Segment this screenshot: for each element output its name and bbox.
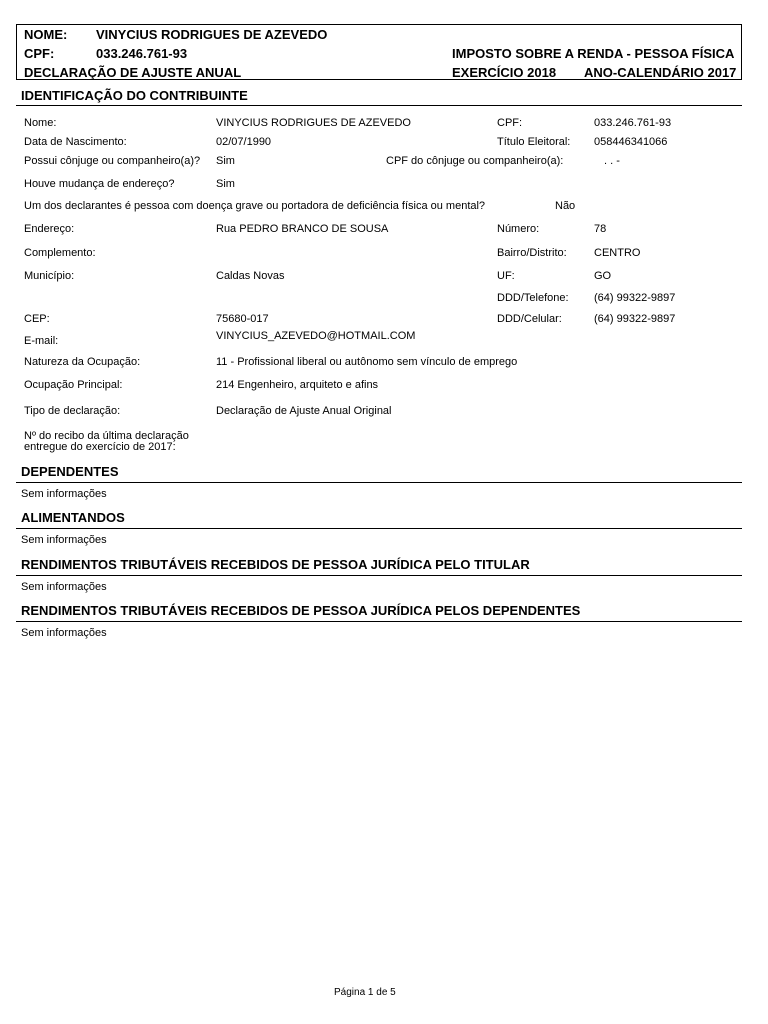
header-exercicio: EXERCÍCIO 2018 — [452, 65, 557, 80]
cpf-label: CPF: — [497, 117, 523, 129]
doenca-grave-label: Um dos declarantes é pessoa com doença grave ou portadora de deficiência física ou mental? — [24, 200, 486, 212]
endereco-label: Endereço: — [24, 223, 75, 235]
cep-value: 75680-017 — [216, 313, 269, 325]
ocupacao-principal-value: 214 Engenheiro, arquiteto e afins — [216, 379, 379, 391]
section-title-identificacao: IDENTIFICAÇÃO DO CONTRIBUINTE — [21, 88, 248, 103]
header-nome-value: VINYCIUS RODRIGUES DE AZEVEDO — [96, 27, 328, 42]
cpf-conjuge-value: . . - — [604, 155, 620, 167]
section-rule — [16, 482, 742, 483]
cpf-value: 033.246.761-93 — [594, 117, 672, 129]
section-title-dependentes: DEPENDENTES — [21, 464, 119, 479]
tipo-declaracao-label: Tipo de declaração: — [24, 405, 121, 417]
email-value: VINYCIUS_AZEVEDO@HOTMAIL.COM — [216, 330, 416, 342]
section-rule — [16, 621, 742, 622]
numero-value: 78 — [594, 223, 607, 235]
header-ano-calendario: ANO-CALENDÁRIO 2017 — [584, 65, 737, 80]
tipo-declaracao-value: Declaração de Ajuste Anual Original — [216, 405, 392, 417]
nascimento-value: 02/07/1990 — [216, 136, 272, 148]
uf-label: UF: — [497, 270, 515, 282]
section-rule — [16, 575, 742, 576]
cep-label: CEP: — [24, 313, 50, 325]
natureza-ocupacao-label: Natureza da Ocupação: — [24, 356, 141, 368]
cpf-conjuge-label: CPF do cônjuge ou companheiro(a): — [386, 155, 564, 167]
nome-label: Nome: — [24, 117, 57, 129]
titulo-eleitoral-value: 058446341066 — [594, 136, 668, 148]
telefone-value: (64) 99322-9897 — [594, 292, 676, 304]
celular-value: (64) 99322-9897 — [594, 313, 676, 325]
mudanca-endereco-value: Sim — [216, 178, 235, 190]
section-title-alimentandos: ALIMENTANDOS — [21, 510, 125, 525]
municipio-value: Caldas Novas — [216, 270, 285, 282]
celular-label: DDD/Celular: — [497, 313, 562, 325]
rendimentos-dependentes-empty-text: Sem informações — [21, 627, 107, 639]
header-nome-label: NOME: — [24, 27, 68, 42]
alimentandos-empty-text: Sem informações — [21, 534, 107, 546]
bairro-value: CENTRO — [594, 247, 641, 259]
doenca-grave-value: Não — [555, 200, 576, 212]
mudanca-endereco-label: Houve mudança de endereço? — [24, 178, 175, 190]
numero-label: Número: — [497, 223, 540, 235]
rendimentos-titular-empty-text: Sem informações — [21, 581, 107, 593]
endereco-value: Rua PEDRO BRANCO DE SOUSA — [216, 223, 389, 235]
header-cpf-value: 033.246.761-93 — [96, 46, 188, 61]
nome-value: VINYCIUS RODRIGUES DE AZEVEDO — [216, 117, 411, 129]
email-label: E-mail: — [24, 335, 59, 347]
header-declaracao: DECLARAÇÃO DE AJUSTE ANUAL — [24, 65, 242, 80]
nascimento-label: Data de Nascimento: — [24, 136, 127, 148]
bairro-label: Bairro/Distrito: — [497, 247, 567, 259]
section-title-rendimentos-dependentes: RENDIMENTOS TRIBUTÁVEIS RECEBIDOS DE PESSOA JURÍDICA PELOS DEPENDENTES — [21, 603, 581, 618]
conjuge-value: Sim — [216, 155, 235, 167]
municipio-label: Município: — [24, 270, 75, 282]
header-imposto: IMPOSTO SOBRE A RENDA - PESSOA FÍSICA — [452, 46, 735, 61]
ocupacao-principal-label: Ocupação Principal: — [24, 379, 123, 391]
complemento-label: Complemento: — [24, 247, 96, 259]
recibo-label-line-2: entregue do exercício de 2017: — [24, 441, 176, 453]
header-cpf-label: CPF: — [24, 46, 55, 61]
section-rule — [16, 105, 742, 106]
recibo-label-line-1: Nº do recibo da última declaração — [24, 430, 189, 442]
dependentes-empty-text: Sem informações — [21, 488, 107, 500]
page-number: Página 1 de 5 — [334, 987, 396, 998]
uf-value: GO — [594, 270, 612, 282]
telefone-label: DDD/Telefone: — [497, 292, 569, 304]
section-title-rendimentos-titular: RENDIMENTOS TRIBUTÁVEIS RECEBIDOS DE PESSOA JURÍDICA PELO TITULAR — [21, 557, 530, 572]
conjuge-label: Possui cônjuge ou companheiro(a)? — [24, 155, 201, 167]
natureza-ocupacao-value: 11 - Profissional liberal ou autônomo sem vínculo de emprego — [216, 356, 518, 368]
titulo-eleitoral-label: Título Eleitoral: — [497, 136, 571, 148]
section-rule — [16, 528, 742, 529]
